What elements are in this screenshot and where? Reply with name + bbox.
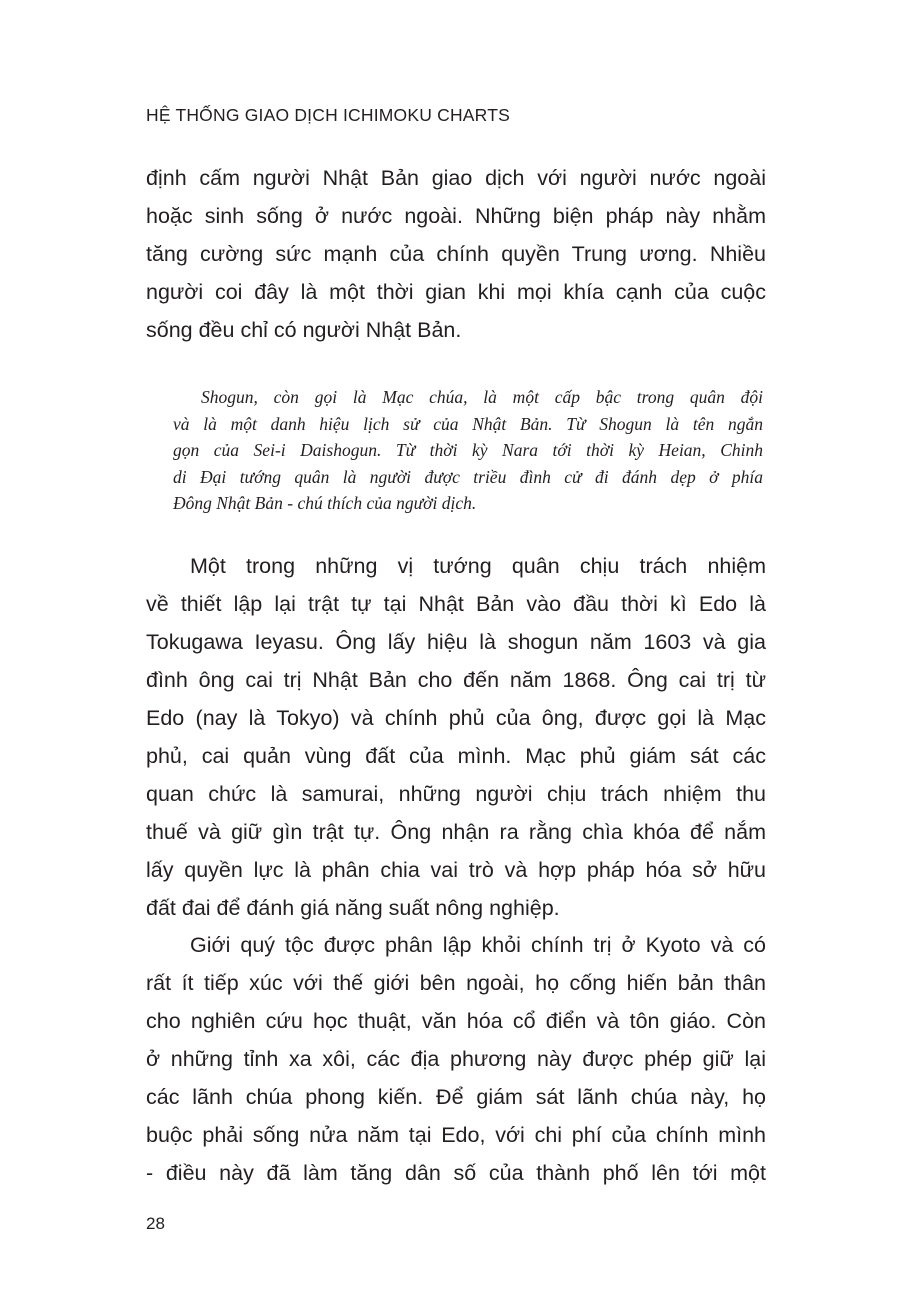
note-line: và là một danh hiệu lịch sử của Nhật Bản. Từ Shogun là tên ngắn (173, 413, 763, 434)
text-line: sống đều chỉ có người Nhật Bản. (146, 318, 462, 342)
text-line: đất đai để đánh giá năng suất nông nghiệp. (146, 896, 560, 920)
page-number: 28 (146, 1214, 165, 1233)
text-line: ở những tỉnh xa xôi, các địa phương này được phép giữ lại (146, 1047, 766, 1071)
note-line: Đông Nhật Bản - chú thích của người dịch. (173, 493, 477, 513)
translator-footnote (173, 384, 763, 517)
text-line: cho nghiên cứu học thuật, văn hóa cổ điển và tôn giáo. Còn (146, 1009, 766, 1033)
text-line: người coi đây là một thời gian khi mọi khía cạnh của cuộc (146, 280, 766, 304)
text-line: lấy quyền lực là phân chia vai trò và hợp pháp hóa sở hữu (146, 858, 766, 882)
text-line: - điều này đã làm tăng dân số của thành phố lên tới một (146, 1161, 766, 1185)
note-line: Shogun, còn gọi là Mạc chúa, là một cấp bậc trong quân đội (201, 387, 763, 407)
text-line: buộc phải sống nửa năm tại Edo, với chi phí của chính mình (146, 1123, 766, 1147)
text-line: Giới quý tộc được phân lập khỏi chính trị ở Kyoto và có (190, 933, 766, 957)
text-line: quan chức là samurai, những người chịu trách nhiệm thu (146, 782, 766, 806)
text-line: tăng cường sức mạnh của chính quyền Trung ương. Nhiều (146, 242, 766, 266)
running-header: HỆ THỐNG GIAO DỊCH ICHIMOKU CHARTS (146, 105, 510, 125)
paragraph-2 (146, 547, 766, 927)
paragraph-1 (146, 159, 766, 349)
text-line: về thiết lập lại trật tự tại Nhật Bản vào đầu thời kì Edo là (146, 592, 766, 616)
text-line: đình ông cai trị Nhật Bản cho đến năm 1868. Ông cai trị từ (146, 668, 766, 692)
note-line: di Đại tướng quân là người được triều đình cử đi đánh dẹp ở phía (173, 466, 763, 487)
text-line: các lãnh chúa phong kiến. Để giám sát lãnh chúa này, họ (146, 1085, 766, 1109)
paragraph-3 (146, 926, 766, 1192)
text-line: rất ít tiếp xúc với thế giới bên ngoài, họ cống hiến bản thân (146, 971, 766, 995)
text-line: Một trong những vị tướng quân chịu trách nhiệm (190, 554, 766, 578)
text-line: định cấm người Nhật Bản giao dịch với người nước ngoài (146, 166, 766, 190)
note-line: gọn của Sei-i Daishogun. Từ thời kỳ Nara tới thời kỳ Heian, Chinh (173, 440, 763, 460)
text-line: Tokugawa Ieyasu. Ông lấy hiệu là shogun năm 1603 và gia (146, 630, 766, 654)
text-line: thuế và giữ gìn trật tự. Ông nhận ra rằng chìa khóa để nắm (146, 820, 766, 844)
text-line: phủ, cai quản vùng đất của mình. Mạc phủ giám sát các (146, 744, 766, 768)
text-line: hoặc sinh sống ở nước ngoài. Những biện pháp này nhằm (146, 204, 766, 228)
text-line: Edo (nay là Tokyo) và chính phủ của ông, được gọi là Mạc (146, 706, 766, 730)
